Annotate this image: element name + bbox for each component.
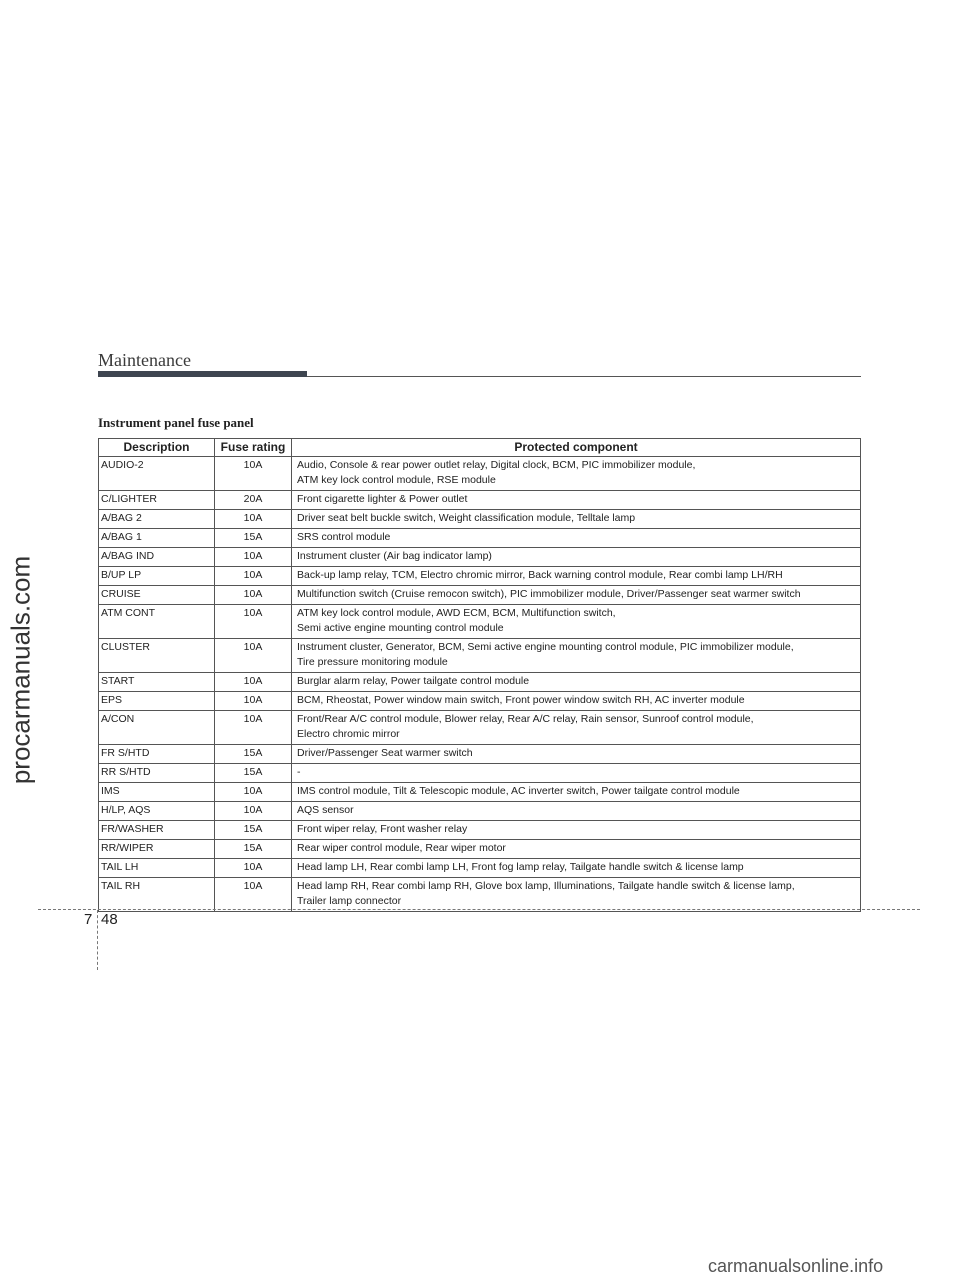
component-line: Front cigarette lighter & Power outlet xyxy=(297,493,468,505)
protected-component xyxy=(292,457,861,491)
component-line: Head lamp RH, Rear combi lamp RH, Glove box lamp, Illuminations, Tailgate handle switch & license lamp, xyxy=(297,880,795,892)
side-watermark-text: procarmanuals.com xyxy=(5,555,36,785)
table-row xyxy=(99,529,861,548)
protected-component xyxy=(292,764,861,783)
fuse-description: C/LIGHTER xyxy=(99,491,215,510)
component-line: Multifunction switch (Cruise remocon switch), PIC immobilizer module, Driver/Passenger seat warmer switch xyxy=(297,588,801,600)
fuse-table-body xyxy=(99,457,861,912)
fuse-description: CLUSTER xyxy=(99,639,215,673)
component-line: Back-up lamp relay, TCM, Electro chromic mirror, Back warning control module, Rear combi lamp LH/RH xyxy=(297,569,783,581)
table-row xyxy=(99,567,861,586)
fuse-description: FR/WASHER xyxy=(99,821,215,840)
footer-divider xyxy=(38,909,920,910)
component-line: Driver/Passenger Seat warmer switch xyxy=(297,747,473,759)
fuse-rating: 10A xyxy=(215,878,292,912)
component-line: SRS control module xyxy=(297,531,391,543)
bottom-watermark: carmanualsonline.info xyxy=(708,1256,884,1276)
table-row xyxy=(99,639,861,673)
fuse-rating: 20A xyxy=(215,491,292,510)
component-line: Instrument cluster (Air bag indicator lamp) xyxy=(297,550,492,562)
fuse-description: A/CON xyxy=(99,711,215,745)
component-line: Instrument cluster, Generator, BCM, Semi active engine mounting control module, PIC immobilizer module, xyxy=(297,641,794,653)
fuse-description: RR/WIPER xyxy=(99,840,215,859)
protected-component xyxy=(292,859,861,878)
table-title: Instrument panel fuse panel xyxy=(98,415,254,430)
protected-component xyxy=(292,605,861,639)
fuse-rating: 10A xyxy=(215,802,292,821)
component-line: Trailer lamp connector xyxy=(297,895,402,907)
component-line: Driver seat belt buckle switch, Weight classification module, Telltale lamp xyxy=(297,512,636,524)
table-row xyxy=(99,745,861,764)
fuse-description: A/BAG 1 xyxy=(99,529,215,548)
fuse-description: RR S/HTD xyxy=(99,764,215,783)
protected-component xyxy=(292,510,861,529)
component-line: Front/Rear A/C control module, Blower relay, Rear A/C relay, Rain sensor, Sunroof control module, xyxy=(297,713,754,725)
fuse-description: TAIL LH xyxy=(99,859,215,878)
fuse-rating: 10A xyxy=(215,692,292,711)
fuse-description: TAIL RH xyxy=(99,878,215,912)
protected-component xyxy=(292,491,861,510)
fuse-rating: 10A xyxy=(215,457,292,491)
fuse-description: EPS xyxy=(99,692,215,711)
table-row xyxy=(99,548,861,567)
fuse-description: A/BAG 2 xyxy=(99,510,215,529)
fuse-description: CRUISE xyxy=(99,586,215,605)
fuse-rating: 10A xyxy=(215,567,292,586)
component-line: Electro chromic mirror xyxy=(297,728,400,740)
page-number: 48 xyxy=(101,911,118,928)
table-row xyxy=(99,783,861,802)
component-line: Head lamp LH, Rear combi lamp LH, Front fog lamp relay, Tailgate handle switch & license lamp xyxy=(297,861,744,873)
table-row xyxy=(99,859,861,878)
table-row xyxy=(99,673,861,692)
protected-component xyxy=(292,548,861,567)
protected-component xyxy=(292,745,861,764)
fuse-description: A/BAG IND xyxy=(99,548,215,567)
fuse-rating: 15A xyxy=(215,821,292,840)
component-line: Rear wiper control module, Rear wiper motor xyxy=(297,842,506,854)
component-line: Tire pressure monitoring module xyxy=(297,656,448,668)
component-line: IMS control module, Tilt & Telescopic module, AC inverter switch, Power tailgate control module xyxy=(297,785,740,797)
header-fuse-rating: Fuse rating xyxy=(215,439,292,457)
fuse-rating: 10A xyxy=(215,673,292,692)
table-row xyxy=(99,764,861,783)
protected-component xyxy=(292,529,861,548)
table-row xyxy=(99,457,861,491)
section-rule-accent xyxy=(98,371,307,377)
fuse-rating: 15A xyxy=(215,529,292,548)
fuse-description: START xyxy=(99,673,215,692)
fuse-rating: 15A xyxy=(215,745,292,764)
protected-component xyxy=(292,802,861,821)
fuse-rating: 10A xyxy=(215,605,292,639)
table-row xyxy=(99,605,861,639)
component-line: AQS sensor xyxy=(297,804,354,816)
protected-component xyxy=(292,783,861,802)
component-line: BCM, Rheostat, Power window main switch, Front power window switch RH, AC inverter module xyxy=(297,694,745,706)
component-line: Burglar alarm relay, Power tailgate control module xyxy=(297,675,530,687)
protected-component xyxy=(292,711,861,745)
component-line: ATM key lock control module, RSE module xyxy=(297,474,496,486)
table-row xyxy=(99,510,861,529)
component-line: Front wiper relay, Front washer relay xyxy=(297,823,468,835)
table-row xyxy=(99,878,861,912)
protected-component xyxy=(292,840,861,859)
fuse-description: AUDIO-2 xyxy=(99,457,215,491)
table-header-row xyxy=(99,439,861,457)
table-row xyxy=(99,491,861,510)
protected-component xyxy=(292,586,861,605)
component-line: - xyxy=(297,766,301,778)
footer-divider-vertical xyxy=(97,910,98,970)
section-title: Maintenance xyxy=(98,350,191,370)
table-row xyxy=(99,586,861,605)
protected-component xyxy=(292,673,861,692)
fuse-rating: 10A xyxy=(215,639,292,673)
side-watermark xyxy=(4,540,38,800)
table-row xyxy=(99,802,861,821)
fuse-description: B/UP LP xyxy=(99,567,215,586)
header-protected-component: Protected component xyxy=(292,439,861,457)
fuse-rating: 10A xyxy=(215,783,292,802)
fuse-description: ATM CONT xyxy=(99,605,215,639)
protected-component xyxy=(292,878,861,912)
fuse-table xyxy=(98,438,861,912)
fuse-rating: 10A xyxy=(215,711,292,745)
protected-component xyxy=(292,821,861,840)
fuse-description: H/LP, AQS xyxy=(99,802,215,821)
table-row xyxy=(99,711,861,745)
chapter-number: 7 xyxy=(84,911,93,928)
fuse-rating: 10A xyxy=(215,586,292,605)
fuse-description: FR S/HTD xyxy=(99,745,215,764)
fuse-rating: 10A xyxy=(215,548,292,567)
protected-component xyxy=(292,639,861,673)
header-description: Description xyxy=(99,439,215,457)
fuse-rating: 10A xyxy=(215,510,292,529)
table-row xyxy=(99,692,861,711)
fuse-rating: 15A xyxy=(215,840,292,859)
table-row xyxy=(99,821,861,840)
table-row xyxy=(99,840,861,859)
component-line: ATM key lock control module, AWD ECM, BCM, Multifunction switch, xyxy=(297,607,616,619)
protected-component xyxy=(292,692,861,711)
fuse-rating: 10A xyxy=(215,859,292,878)
component-line: Audio, Console & rear power outlet relay, Digital clock, BCM, PIC immobilizer module, xyxy=(297,459,696,471)
component-line: Semi active engine mounting control module xyxy=(297,622,504,634)
fuse-rating: 15A xyxy=(215,764,292,783)
fuse-description: IMS xyxy=(99,783,215,802)
protected-component xyxy=(292,567,861,586)
